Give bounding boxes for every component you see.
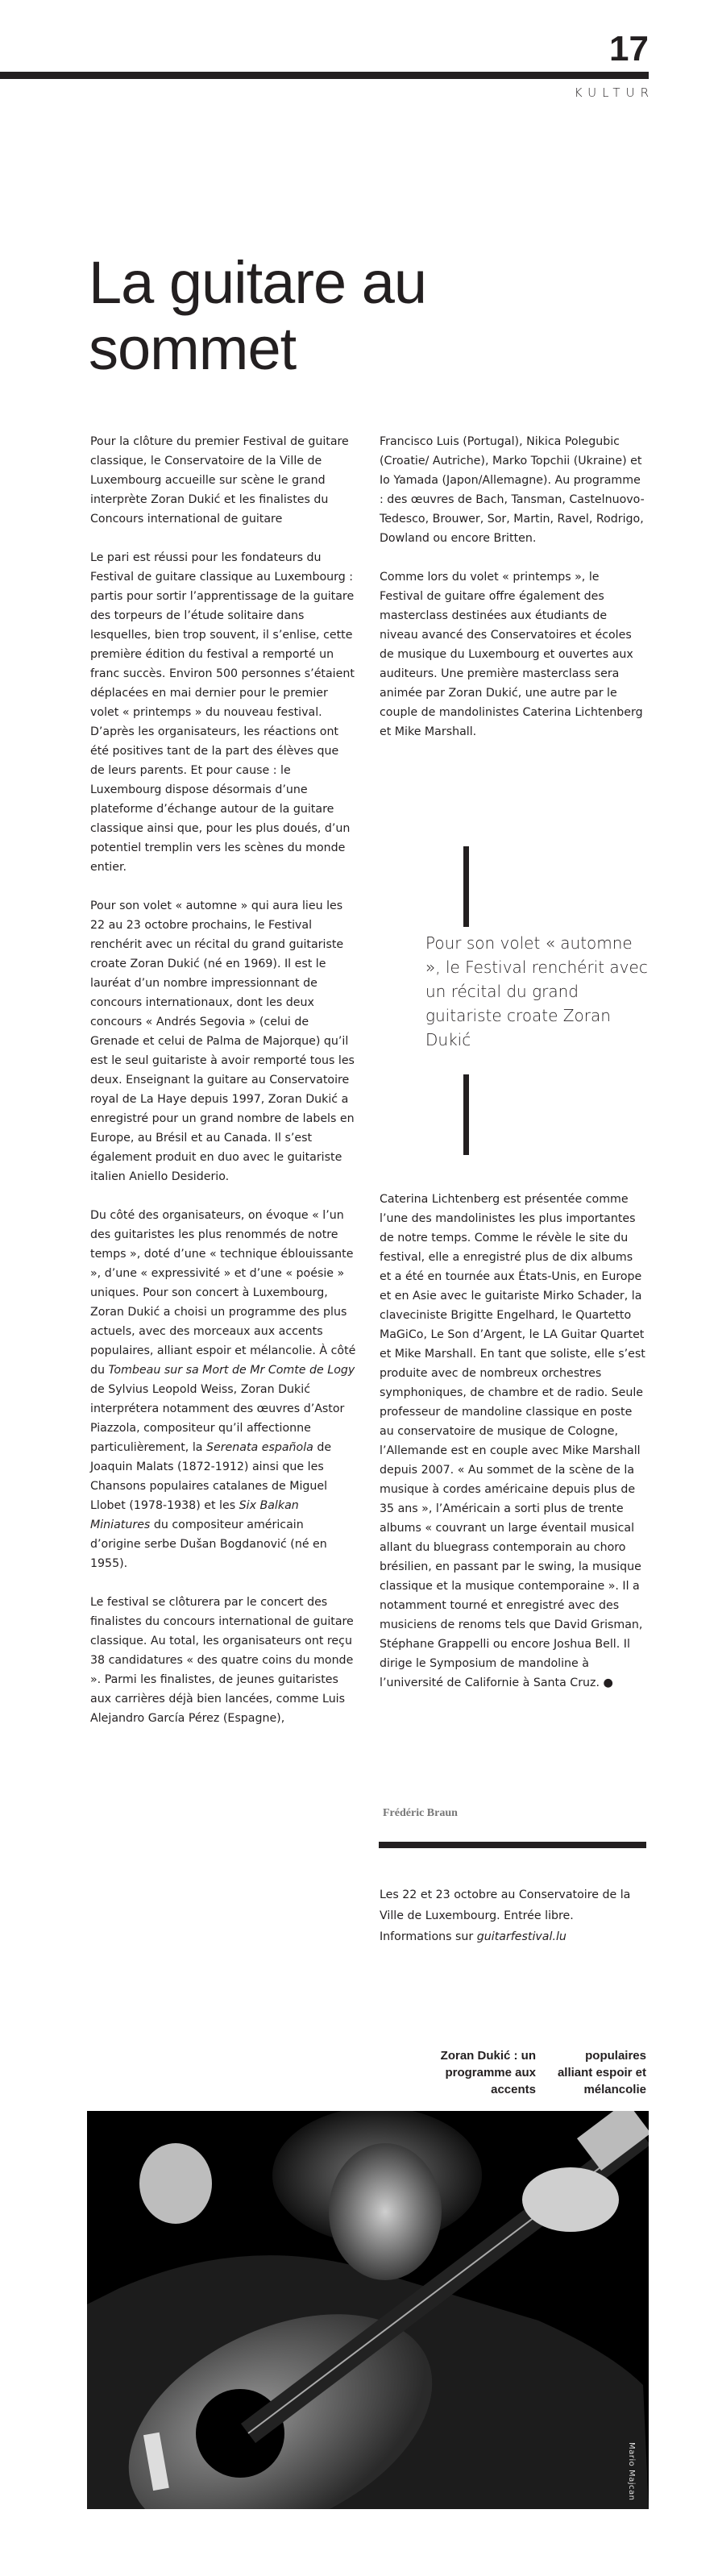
body-paragraph: Francisco Luis (Portugal), Nikica Polegubic (Croatie/ Autriche), Marko Topchii (Ukraine) et Io Yamada (Japon/Allemagne). Au programme : des œuvres de Bach, Tansman, Castelnuovo-Tedesco, Brouwer, Sor, Martin, Ravel, Rodrigo, Dowland ou encore Britten.	[380, 435, 645, 545]
left-column	[90, 432, 356, 1747]
title-line-1: La guitare au	[89, 249, 427, 316]
program-paragraph	[90, 1206, 356, 1573]
photo-credit: Mario Majcan	[627, 2442, 636, 2501]
body-paragraph: Caterina Lichtenberg est présentée comme l’une des mandolinistes les plus importantes de notre temps. Comme le révèle le site du festival, elle a enregistré plus de dix albums et a été en tournée aux États-Unis, en Europe et en Asie avec le guitariste Mirko Schader, la claveciniste Brigitte Engelhard, le Quartetto MaGiCo, Le Son d’Argent, le LA Guitar Quartet et Mike Marshall. En tant que soliste, elle s’est produite avec de nombreux orchestres symphoniques, de chambre et de radio. Seule professeur de mandoline classique en poste au conservatoire de musique de Cologne, l’Allemande est en couple avec Mike Marshall depuis 2007. « Au sommet de la scène de la musique à cordes américaine depuis plus de 35 ans », l’Américain a sorti plus de trente albums « couvrant un large éventail musical allant du bluegrass contemporain au choro brésilien, en passant par le swing, la musique classique et la musique contemporaine ». Il a notamment tourné et enregistré avec des musiciens de renoms tels que David Grisman, Stéphane Grappelli ou encore Joshua Bell. Il dirige le Symposium de mandoline à l’université de Californie à Santa Cruz. ●	[380, 1193, 645, 1689]
body-paragraph: Comme lors du volet « printemps », le Festival de guitare offre également des masterclass destinées aux étudiants de niveau avancé des Conservatoires et écoles de musique du Luxembourg et ouvertes aux auditeurs. Une première masterclass sera animée par Zoran Dukić, une autre par le couple de mandolinistes Caterina Lichtenberg et Mike Marshall.	[380, 571, 643, 738]
festival-link[interactable]: guitarfestival.lu	[476, 1930, 567, 1943]
header-rule	[0, 72, 649, 79]
work-title: Tombeau sur sa Mort de Mr Comte de Logy	[108, 1364, 355, 1377]
right-column-top	[380, 432, 645, 761]
article-end-rule	[379, 1842, 646, 1848]
guitarist-illustration	[87, 2111, 649, 2509]
text: de Sylvius Leopold Weiss, Zoran Dukić interprétera notamment des œuvres d’Astor Piazzola, compositeur qu’il affectionne particulièrement, la	[90, 1383, 345, 1454]
article-title	[89, 250, 426, 382]
title-line-2: sommet	[89, 315, 297, 382]
pull-quote-rule-bottom	[463, 1074, 469, 1155]
page-number: 17	[609, 29, 649, 69]
info-text: Les 22 et 23 octobre au Conservatoire de la Ville de Luxembourg. Entrée libre. Informations sur	[380, 1888, 631, 1943]
text: du compositeur américain d’origine serbe Dušan Bogdanović (né en 1955).	[90, 1519, 327, 1570]
text: Du côté des organisateurs, on évoque « l’un des guitaristes les plus renommés de notre temps », doté d’une « technique éblouissante », d’une « expressivité » et d’une « poésie » uniques. Pour son concert à Luxembourg, Zoran Dukić a choisi un programme des plus actuels, avec des morceaux aux accents populaires, alliant espoir et mélancolie. À côté du	[90, 1209, 356, 1377]
pull-quote: Pour son volet « automne », le Festival renchérit avec un récital du grand guitariste croate Zoran Dukić	[425, 933, 648, 1049]
photo-caption-right: populaires alliant espoir et mélancolie	[557, 2049, 646, 2096]
body-paragraph: Le festival se clôturera par le concert des finalistes du concours international de guitare classique. Au total, les organisateurs ont reçu 38 candidatures « des quatre coins du monde ». Parmi les finalistes, de jeunes guitaristes aux carrières déjà bien lancées, comme Luis Alejandro García Pérez (Espagne),	[90, 1596, 354, 1725]
body-paragraph: Le pari est réussi pour les fondateurs du Festival de guitare classique au Luxembourg : partis pour sortir l’apprentissage de la guitare des torpeurs de l’étude solitaire dans lesquelles, bien trop souvent, il s’enlise, cette première édition du festival a remporté un franc succès. Environ 500 personnes s’étaient déplacées en mai dernier pour le premier volet « printemps » du nouveau festival. D’après les organisateurs, les réactions ont été positives tant de la part des élèves que de leurs parents. Et pour cause : le Luxembourg dispose désormais d’une plateforme d’échange autour de la guitare classique ainsi que, pour les plus doués, d’un potentiel tremplin vers les scènes du monde entier.	[90, 551, 355, 874]
author-signature: Frédéric Braun	[383, 1807, 458, 1819]
lead-paragraph: Pour la clôture du premier Festival de guitare classique, le Conservatoire de la Ville de Luxembourg accueille sur scène le grand interprète Zoran Dukić et les finalistes du Concours international de guitare	[90, 435, 349, 526]
guitarist-photo	[87, 2111, 649, 2509]
section-label: KULTUR	[574, 85, 654, 100]
pull-quote-rule-top	[463, 846, 469, 927]
text: de Joaquin Malats (1872-1912) ainsi que les Chansons populaires catalanes de Miguel Llobet (1978-1938) et les	[90, 1441, 332, 1512]
right-column-bottom	[380, 1190, 645, 1693]
work-title: Serenata española	[205, 1441, 313, 1454]
work-title: Six Balkan Miniatures	[90, 1499, 299, 1531]
info-box	[380, 1884, 645, 1947]
photo-caption-left: Zoran Dukić : un programme aux accents	[440, 2049, 536, 2096]
body-paragraph: Pour son volet « automne » qui aura lieu les 22 au 23 octobre prochains, le Festival renchérit avec un récital du grand guitariste croate Zoran Dukić (né en 1969). Il est le lauréat d’un nombre impressionnant de concours internationaux, dont les deux concours « Andrés Segovia » (celui de Grenade et celui de Palma de Majorque) qu’il est le seul guitariste à avoir remporté tous les deux. Enseignant la guitare au Conservatoire royal de La Haye depuis 1997, Zoran Dukić a enregistré pour un grand nombre de labels en Europe, au Brésil et au Canada. Il s’est également produit en duo avec le guitariste italien Aniello Desiderio.	[90, 900, 355, 1183]
